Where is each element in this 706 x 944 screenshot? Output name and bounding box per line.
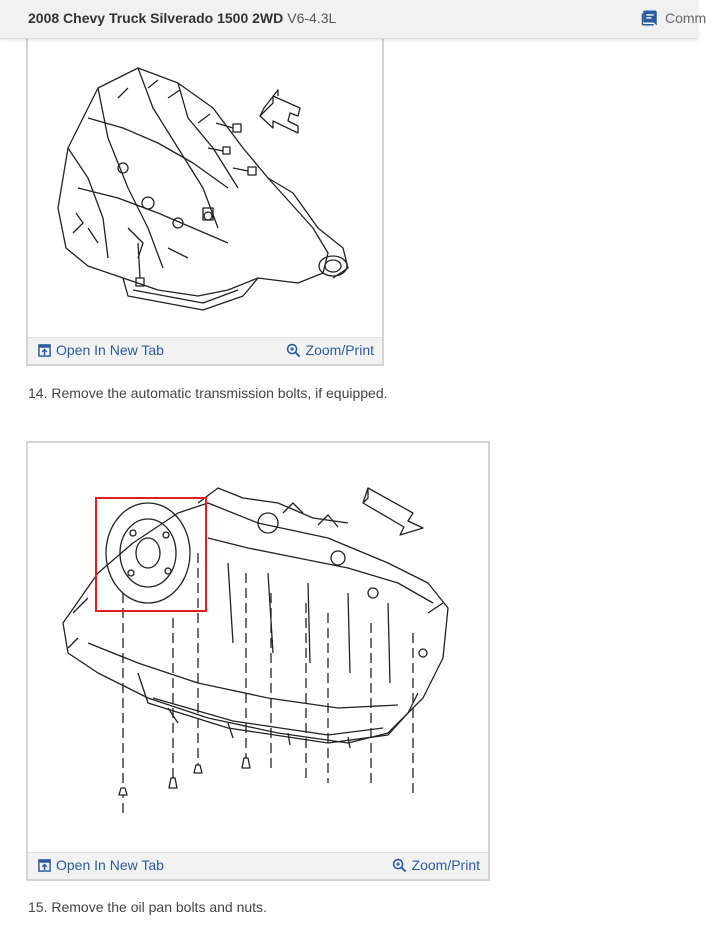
open-new-tab-label: Open In New Tab bbox=[56, 342, 164, 358]
transmission-diagram[interactable] bbox=[28, 28, 382, 338]
zoom-print-label: Zoom/Print bbox=[305, 342, 374, 358]
zoom-print-label: Zoom/Print bbox=[411, 857, 480, 873]
oil-pan-diagram[interactable] bbox=[28, 443, 488, 853]
zoom-icon bbox=[392, 858, 407, 873]
oil-pan-illustration bbox=[28, 443, 488, 853]
zoom-icon bbox=[286, 343, 301, 358]
zoom-print-button[interactable] bbox=[286, 342, 374, 358]
open-new-tab-label: Open In New Tab bbox=[56, 857, 164, 873]
figure-toolbar bbox=[28, 337, 382, 364]
open-new-tab-button[interactable] bbox=[38, 857, 164, 873]
engine-spec: V6-4.3L bbox=[287, 10, 337, 26]
open-new-tab-button[interactable] bbox=[38, 342, 164, 358]
comment-icon bbox=[641, 9, 659, 27]
comments-label: Comm bbox=[665, 10, 706, 26]
figure-transmission bbox=[26, 26, 384, 366]
zoom-print-button[interactable] bbox=[392, 857, 480, 873]
step-14-text: 14. Remove the automatic transmission bolts, if equipped. bbox=[28, 385, 388, 401]
page-title bbox=[28, 10, 336, 26]
open-new-tab-icon bbox=[38, 859, 51, 872]
figure-toolbar bbox=[28, 852, 488, 879]
top-bar bbox=[0, 0, 706, 39]
open-new-tab-icon bbox=[38, 344, 51, 357]
comments-button[interactable] bbox=[641, 9, 706, 27]
transmission-illustration bbox=[28, 28, 382, 338]
vehicle-name: 2008 Chevy Truck Silverado 1500 2WD bbox=[28, 10, 284, 26]
figure-oil-pan bbox=[26, 441, 490, 881]
step-15-text: 15. Remove the oil pan bolts and nuts. bbox=[28, 899, 267, 915]
